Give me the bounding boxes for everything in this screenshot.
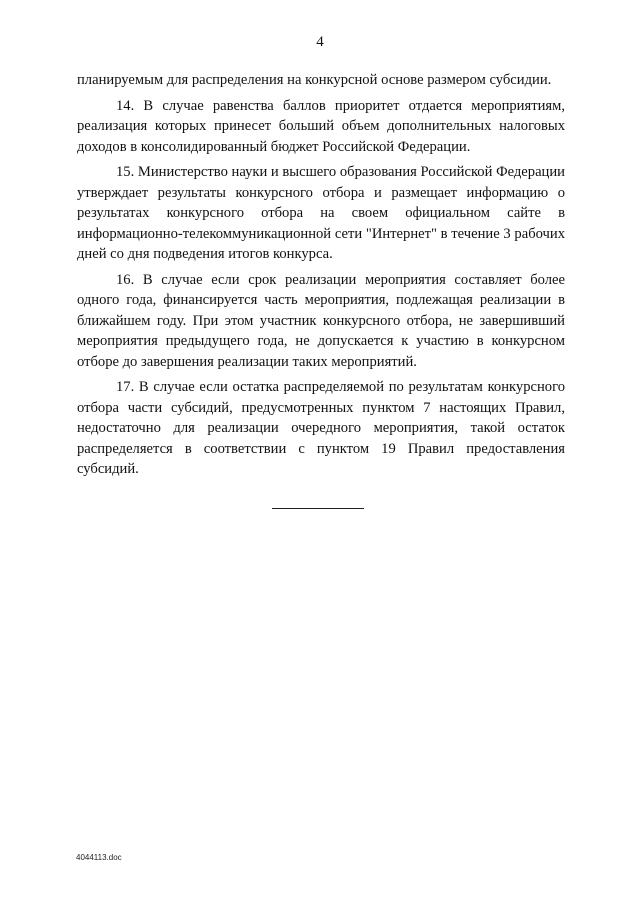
paragraph-16: 16. В случае если срок реализации мероприятия составляет более одного года, финансируется часть мероприятия, подлежащая реализации в ближайшем году. При этом участник конкурсного отбора, не завершивший мероприятия предыдущего года, не допускается к участию в конкурсном отборе до завершения реализации таких мероприятий. xyxy=(77,271,565,370)
paragraph-continuation: планируемым для распределения на конкурсной основе размером субсидии. xyxy=(77,72,552,88)
document-body xyxy=(77,70,565,485)
page-number: 4 xyxy=(316,34,324,50)
paragraph-14: 14. В случае равенства баллов приоритет отдается мероприятиям, реализация которых принесет больший объем дополнительных налоговых доходов в консолидированный бюджет Российской Федерации. xyxy=(77,97,565,155)
paragraph-17: 17. В случае если остатка распределяемой по результатам конкурсного отбора части субсидий, предусмотренных пунктом 7 настоящих Правил, недостаточно для реализации очередного мероприятия, такой остаток распределяется в соответствии с пунктом 19 Правил предоставления субсидий. xyxy=(77,379,565,477)
footer-filename: 4044113.doc xyxy=(76,853,122,862)
paragraph-15: 15. Министерство науки и высшего образования Российской Федерации утверждает результаты конкурсного отбора и размещает информацию о результатах конкурсного отбора на своем официальном сайте в информационно-телекоммуникационной сети "Интернет" в течение 3 рабочих дней со дня подведения итогов конкурса. xyxy=(77,164,565,262)
end-of-document-rule xyxy=(272,508,364,509)
